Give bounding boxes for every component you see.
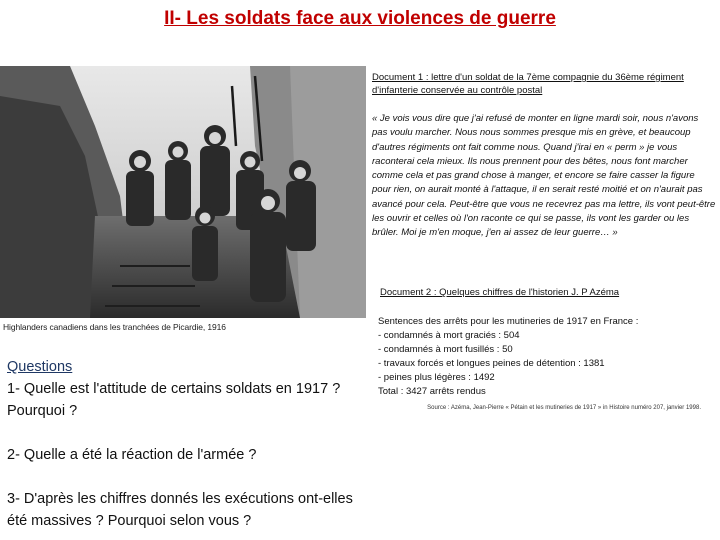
- sentences-statistics: [378, 315, 638, 399]
- stats-line: Total : 3427 arrêts rendus: [378, 386, 486, 397]
- document1-text: « Je vois vous dire que j'ai refusé de monter en ligne mardi soir, nous n'avons pas voulu marcher. Nous nous sommes presque mis en grève, et beaucoup d'autres régiments ont fait comme nous. Quand j'irai en « perm » je vous raconterai cela mieux. Ils nous prennent pour des bêtes, nous font marcher comme cela et pas grand chose à manger, et encore se faire casser la figure pour rien, on aurait monté à l'attaque, il en serait resté moitié et on n'aurait pas avancé pour cela. Peut-être que vous ne recevrez pas ma lettre, ils vont peut-être les ouvrir et celles où l'on raconte ce qui se passe, ils vont les garder ou les brûler. Moi je m'en moque, j'en ai assez de leur guerre… »: [372, 113, 716, 239]
- question-2: 2- Quelle a été la réaction de l'armée ?: [7, 447, 257, 463]
- page-title: II- Les soldats face aux violences de guerre: [164, 8, 556, 29]
- stats-line: - condamnés à mort fusillés : 50: [378, 344, 513, 355]
- stats-line: - travaux forcés et longues peines de détention : 1381: [378, 358, 605, 369]
- stats-line: Sentences des arrêts pour les mutineries de 1917 en France :: [378, 316, 639, 327]
- question-1: 1- Quelle est l'attitude de certains soldats en 1917 ? Pourquoi ?: [7, 381, 341, 419]
- questions-heading: Questions: [7, 359, 73, 375]
- document1-heading: Document 1 : lettre d'un soldat de la 7ème compagnie du 36ème régiment d'infanterie conservée au contrôle postal: [372, 72, 684, 96]
- stats-line: - condamnés à mort graciés : 504: [378, 330, 520, 341]
- stats-line: - peines plus légères : 1492: [378, 372, 495, 383]
- question-3: 3- D'après les chiffres donnés les exécutions ont-elles été massives ? Pourquoi selon vous ?: [7, 491, 353, 529]
- document2-source: Source : Azéma, Jean-Pierre « Pétain et les mutineries de 1917 » in Histoire numéro 207, janvier 1998.: [427, 405, 701, 411]
- trench-photo: [0, 66, 366, 318]
- document2-heading: Document 2 : Quelques chiffres de l'historien J. P Azéma: [380, 287, 620, 298]
- photo-caption: Highlanders canadiens dans les tranchées de Picardie, 1916: [3, 322, 226, 332]
- questions-block: [7, 356, 357, 532]
